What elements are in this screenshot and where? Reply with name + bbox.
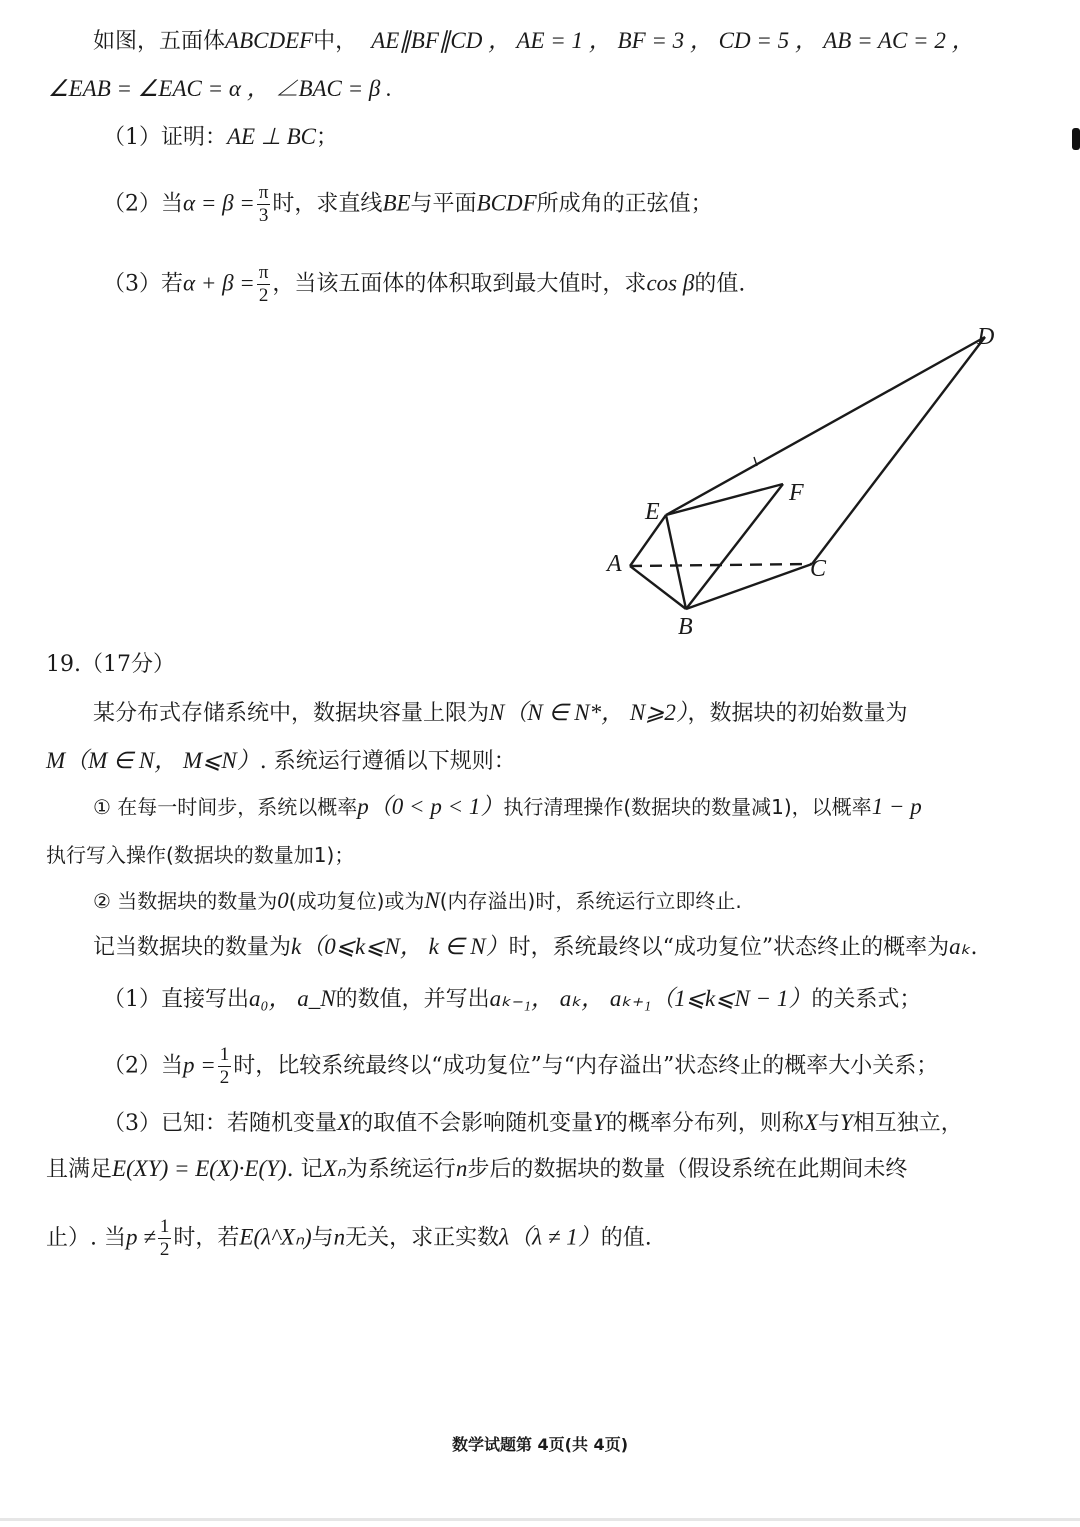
q18-part1-math: AE ⊥ BC <box>227 124 317 149</box>
fraction-numerator: 1 <box>219 1044 230 1065</box>
q19-n-var: n <box>333 1224 346 1250</box>
label-B: B <box>678 614 693 640</box>
q18-part1-label: （1）证明： <box>103 125 227 150</box>
fraction-denominator: 2 <box>219 1067 230 1088</box>
q18-part3-math: α + β = <box>183 270 255 296</box>
q18-part3-text-2: 的值. <box>694 271 746 297</box>
page-footer: 数学试题第 4页(共 4页) <box>451 1435 629 1454</box>
q19-p3l3-text-4: 无关，求正实数 <box>345 1225 500 1251</box>
q19-x-n: Xₙ <box>322 1156 346 1181</box>
q19-part2 <box>103 1044 938 1089</box>
q19-var-x: X <box>337 1110 352 1135</box>
q19-prob-p: p（0 < p < 1） <box>357 794 504 819</box>
q18-part2-text: 时，求直线 <box>272 191 383 217</box>
edge-EF <box>666 484 783 515</box>
q19-part1 <box>103 984 921 1015</box>
q19-lambda: λ（λ ≠ 1） <box>499 1224 601 1250</box>
scan-edge-mark <box>1072 128 1080 150</box>
q19-rule1 <box>93 792 922 822</box>
q19-p3l2-text: 且满足 <box>46 1157 113 1182</box>
q19-rule2-text: ② 当数据块的数量为 <box>93 889 278 913</box>
q19-rule2-text-2: (成功复位)或为 <box>288 889 425 913</box>
q19-part3-line3 <box>46 1216 652 1261</box>
q18-intro-text-2: 中， <box>313 29 358 54</box>
q19-part1-label: （1）直接写出 <box>103 987 249 1012</box>
q19-prob-1-minus-p: 1 − p <box>871 794 922 819</box>
q19-part3-text-2: 的概率分布列，则称 <box>605 1111 804 1136</box>
q19-var-x-2: X <box>803 1110 818 1135</box>
q19-part2-label: （2）当 <box>103 1053 183 1079</box>
q18-part2-text-3: 所成角的正弦值； <box>536 191 713 217</box>
q18-part2-label: （2）当 <box>103 191 183 217</box>
q19-definition <box>93 932 977 963</box>
q19-part3-text: 的取值不会影响随机变量 <box>351 1111 594 1136</box>
label-E: E <box>645 499 660 525</box>
q19-rule2-text-3: (内存溢出)时，系统运行立即终止. <box>439 889 742 913</box>
fraction-denominator: 3 <box>258 205 269 226</box>
q19-e-lambda-xn: E(λ^Xₙ) <box>239 1224 312 1250</box>
q19-a0-aN: a₀， a_N <box>249 986 336 1011</box>
q19-zero: 0 <box>277 888 289 913</box>
q18-plane-bcdf: BCDF <box>476 190 537 216</box>
q19-def-text-2: 时，系统最终以“成功复位”状态终止的概率为 <box>508 935 950 960</box>
q19-part3 <box>103 1108 963 1139</box>
q19-header: 19.（17分） <box>46 652 175 677</box>
q19-part2-text: 时，比较系统最终以“成功复位”与“内存溢出”状态终止的概率大小关系； <box>233 1053 939 1079</box>
q19-capacity-n: N（N ∈ N*， N⩾2） <box>489 700 688 725</box>
q19-k-range: k（0⩽k⩽N， k ∈ N） <box>291 934 509 959</box>
edge-ED <box>666 337 985 515</box>
q19-p3l2-text-3: 为系统运行 <box>345 1157 456 1182</box>
q19-para1-text-2: ，数据块的初始数量为 <box>687 701 908 726</box>
q19-para1-text: 某分布式存储系统中，数据块容量上限为 <box>93 701 490 726</box>
fraction-numerator: π <box>258 182 269 203</box>
q19-part3-text-4: 相互独立， <box>852 1111 963 1136</box>
fraction-numerator: 1 <box>159 1216 170 1237</box>
label-A: A <box>607 551 622 577</box>
edge-AC-hidden <box>630 564 812 566</box>
q18-given-conditions: AE∥BF∥CD ， AE = 1 ， BF = 3 ， CD = 5 ， AB = AC = 2 ， <box>371 28 975 53</box>
q19-para1 <box>93 698 907 729</box>
label-C: C <box>810 556 827 582</box>
edge-FB <box>686 484 783 609</box>
q18-part2-math: α = β = <box>183 190 255 216</box>
q19-rule1-line2: 执行写入操作(数据块的数量加1)； <box>46 843 355 867</box>
q19-var-y-2: Y <box>839 1110 853 1135</box>
q18-part1-suffix: ； <box>316 125 339 150</box>
q19-part1-text-2: 的关系式； <box>811 987 922 1012</box>
fraction-one-half-2 <box>158 1216 172 1261</box>
q19-p3l3-text-3: 与 <box>311 1225 334 1251</box>
q19-rule1-text-2: 执行清理操作(数据块的数量减1)，以概率 <box>503 795 872 819</box>
fraction-one-half <box>218 1044 232 1089</box>
q18-intro-line2: ∠EAB = ∠EAC = α ， ∠BAC = β . <box>48 76 392 101</box>
q19-part3-line2 <box>46 1154 907 1185</box>
q19-part1-text: 的数值，并写出 <box>335 987 490 1012</box>
q19-expectation-identity: E(XY) = E(X)·E(Y) <box>112 1156 287 1181</box>
q19-part3-label: （3）已知：若随机变量 <box>103 1111 337 1136</box>
q19-n: N <box>424 888 440 913</box>
q19-p3l3-text-2: 时，若 <box>173 1225 240 1251</box>
q19-recurrence-terms: aₖ₋₁， aₖ， aₖ₊₁（1⩽k⩽N − 1） <box>489 986 812 1011</box>
label-D: D <box>977 324 995 350</box>
q19-p3l3-text-5: 的值. <box>600 1225 652 1251</box>
q19-var-y: Y <box>593 1110 606 1135</box>
q18-part3-label: （3）若 <box>103 271 183 297</box>
q19-p-neq: p ≠ <box>126 1224 156 1250</box>
q19-initial-m: M（M ∈ N， M⩽N） <box>46 748 260 773</box>
q19-para2-text: . 系统运行遵循以下规则： <box>259 749 516 774</box>
q19-para2 <box>46 746 516 777</box>
q19-part2-math: p = <box>183 1052 216 1078</box>
q19-p3l2-text-2: . 记 <box>286 1157 323 1182</box>
q18-part3-text: ，当该五面体的体积取到最大值时，求 <box>272 271 647 297</box>
q19-part3-text-3: 与 <box>817 1111 840 1136</box>
fraction-denominator: 2 <box>159 1239 170 1260</box>
fraction-numerator: π <box>258 262 269 283</box>
q19-n-steps: n <box>455 1156 468 1181</box>
fraction-denominator: 2 <box>258 285 269 306</box>
q19-p3l2-text-4: 步后的数据块的数量（假设系统在此期间未终 <box>467 1157 908 1182</box>
q19-rule1-text: ① 在每一时间步，系统以概率 <box>93 795 358 819</box>
bottom-divider <box>0 1518 1080 1521</box>
q18-solid-name: ABCDEF <box>225 28 314 53</box>
q18-intro-text: 如图，五面体 <box>93 29 226 54</box>
q18-cos-beta: cos β <box>646 270 695 296</box>
edge-DC <box>812 337 985 564</box>
q19-def-text: 记当数据块的数量为 <box>93 935 292 960</box>
q19-def-period: . <box>970 935 978 960</box>
q18-part2-text-2: 与平面 <box>410 191 477 217</box>
q19-a-k: aₖ <box>949 934 971 959</box>
q19-p3l3-text: 止）. 当 <box>46 1225 126 1251</box>
label-F: F <box>789 480 804 506</box>
q19-rule2 <box>93 886 742 916</box>
q18-line-be: BE <box>382 190 411 216</box>
